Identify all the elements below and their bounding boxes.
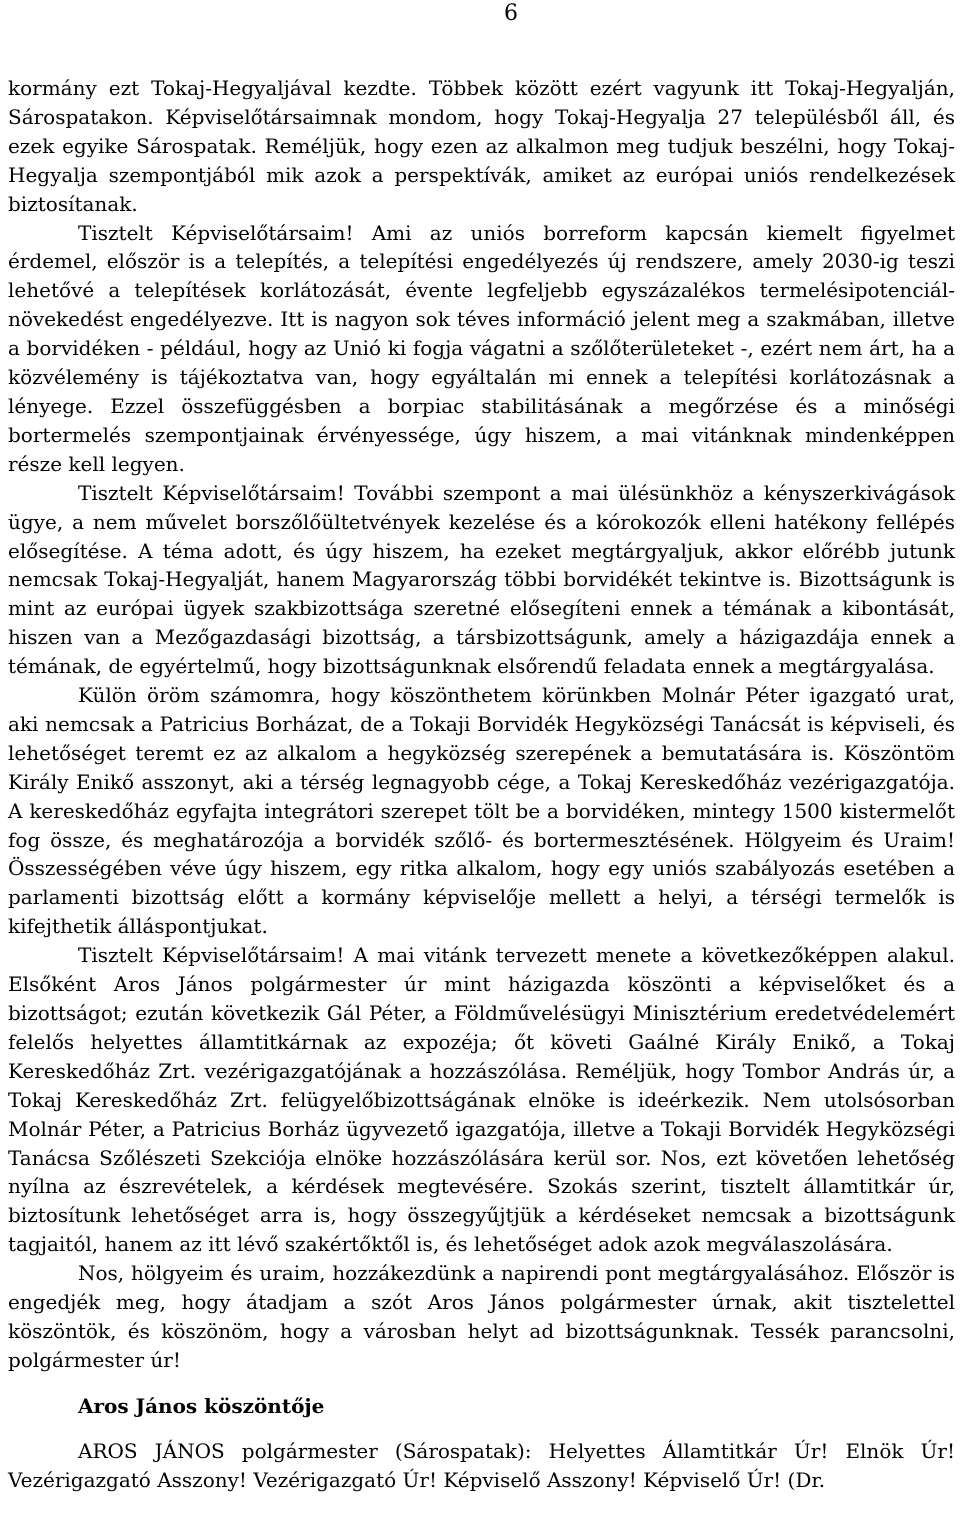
paragraph-aros-janos: AROS JÁNOS polgármester (Sárospatak): Helyettes Államtitkár Úr! Elnök Úr! Vezérigazgató Asszony! Vezérigazgató Úr! Képviselő Asszony! Képviselő Úr! (Dr. <box>8 1438 955 1492</box>
paragraph-continuation: kormány ezt Tokaj-Hegyaljával kezdte. Többek között ezért vagyunk itt Tokaj-Hegyalján, Sárospatakon. Képviselőtársaimnak mondom, hogy Tokaj-Hegyalja 27 településből áll, és ezek egyike Sárospatak. Reméljük, hogy ezen az alkalmon meg tudjuk beszélni, hogy Tokaj-Hegyalja szempontjából mik azok a perspektívák, amiket az európai uniós rendelkezések biztosítanak. <box>8 76 955 216</box>
paragraph-borreform: Tisztelt Képviselőtársaim! Ami az uniós borreform kapcsán kiemelt figyelmet érdemel, először is a telepítés, a telepítési engedélyezés új rendszere, amely 2030-ig teszi lehetővé a telepítések korlátozását, évente legfeljebb egyszázalékos termelésipotenciál-növekedést engedélyezve. Itt is nagyon sok téves információ jelent meg a szakmában, illetve a borvidéken - például, hogy az Unió ki fogja vágatni a szőlőterületeket -, ezért nem árt, ha a közvélemény is tájékoztatva van, hogy egyáltalán mi ennek a telepítési korlátozásnak a lényege. Ezzel összefüggésben a borpiac stabilitásának a megőrzése és a minőségi bortermelés szempontjainak érvényessége, úgy hiszem, a mai vitánknak mindenképpen része kell legyen. <box>8 220 955 476</box>
paragraph-napirend: Nos, hölgyeim és uraim, hozzákezdünk a napirendi pont megtárgyalásához. Először is engedjék meg, hogy átadjam a szót Aros János polgármester úrnak, akit tisztelettel köszöntök, és köszönöm, hogy a városban helyt ad bizottságunknak. Tessék parancsolni, polgármester úr! <box>8 1261 955 1372</box>
paragraph-kenyszerkivagasok: Tisztelt Képviselőtársaim! További szempont a mai ülésünkhöz a kényszerkivágások ügye, a nem művelet borszőlőültetvények kezelése és a kórokozók elleni hatékony fellépés elősegítése. A téma adott, és úgy hiszem, ha ezeket megtárgyaljuk, akkor előrébb jutunk nemcsak Tokaj-Hegyalját, hanem Magyarország többi borvidékét tekintve is. Bizottságunk is mint az európai ügyek szakbizottsága szeretné elősegíteni ennek a témának a kibontását, hiszen van a Mezőgazdasági bizottság, a társbizottságunk, amely a házigazdája ennek a témának, de egyértelmű, hogy bizottságunknak elsőrendű feladata ennek a megtárgyalása. <box>8 480 955 679</box>
page-number: 6 <box>504 1 518 26</box>
paragraph-koszontes: Külön öröm számomra, hogy köszönthetem körünkben Molnár Péter igazgató urat, aki nemcsak a Patricius Borházat, de a Tokaji Borvidék Hegyközségi Tanácsát is képviseli, és lehetőséget teremt ez az alkalom a hegyközség szerepének a bemutatására is. Köszöntöm Király Enikő asszonyt, aki a térség legnagyobb cége, a Tokaj Kereskedőház vezérigazgatója. A kereskedőház egyfajta integrátori szerepet tölt be a borvidéken, mintegy 1500 kistermelőt fog össze, és meghatározója a borvidék szőlő- és bortermesztésének. Hölgyeim és Uraim! Összességében véve úgy hiszem, egy ritka alkalom, hogy egy uniós szabályozás esetében a parlamenti bizottság előtt a kormány képviselője mellett a helyi, a térségi termelők is kifejthetik álláspontjukat. <box>8 683 955 939</box>
document-body <box>8 74 955 1495</box>
paragraph-vita-menete: Tisztelt Képviselőtársaim! A mai vitánk tervezett menete a következőképpen alakul. Elsőként Aros János polgármester úr mint házigazda köszönti a képviselőket és a bizottságot; ezután következik Gál Péter, a Földművelésügyi Minisztérium eredetvédelemért felelős helyettes államtitkárnak az expozéja; őt követi Gaálné Király Enikő, a Tokaj Kereskedőház Zrt. vezérigazgatójának a hozzászólása. Reméljük, hogy Tombor András úr, a Tokaj Kereskedőház Zrt. felügyelőbizottságának elnöke is ideérkezik. Nem utolsósorban Molnár Péter, a Patricius Borház ügyvezető igazgatója, illetve a Tokaji Borvidék Hegyközségi Tanácsa Szőlészeti Szekciója elnöke hozzászólására kerül sor. Nos, ezt követően lehetőség nyílna az észrevételek, a kérdések megtevésére. Szokás szerint, tisztelt államtitkár úr, biztosítunk lehetőséget arra is, hogy összegyűjtjük a kérdéseket nemcsak a bizottságunk tagjaitól, hanem az itt lévő szakértőktől is, és lehetőséget adok azok megválaszolására. <box>8 943 955 1257</box>
section-heading: Aros János köszöntője <box>78 1393 325 1418</box>
